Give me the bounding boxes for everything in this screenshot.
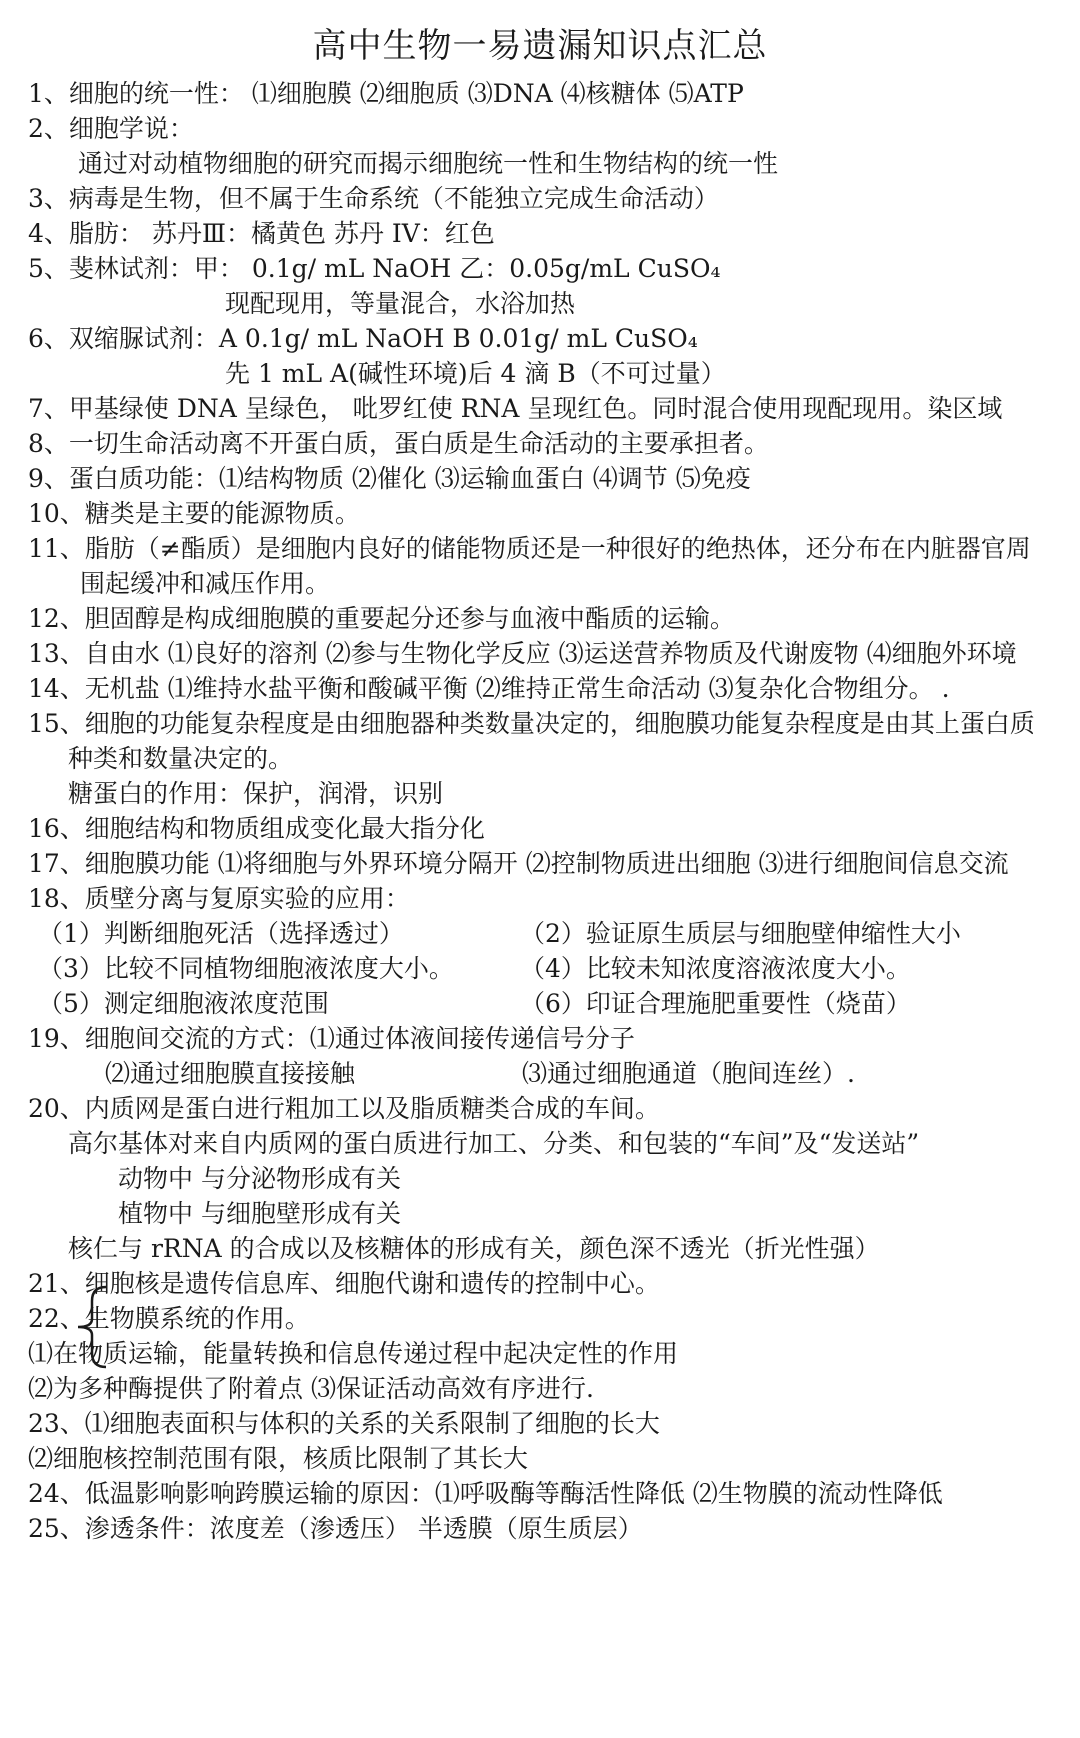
text-line: 核仁与 rRNA 的合成以及核糖体的形成有关，颜色深不透光（折光性强）	[68, 1234, 880, 1263]
text-line: 23、⑴细胞表面积与体积的关系的关系限制了细胞的长大	[28, 1409, 660, 1438]
text-line: 通过对动植物细胞的研究而揭示细胞统一性和生物结构的统一性	[78, 149, 779, 178]
text-line: 20、内质网是蛋白进行粗加工以及脂质糖类合成的车间。	[28, 1094, 660, 1123]
text-line: 25、渗透条件：浓度差（渗透压） 半透膜（原生质层）	[28, 1514, 643, 1543]
text-line: 13、自由水 ⑴良好的溶剂 ⑵参与生物化学反应 ⑶运送营养物质及代谢废物 ⑷细胞外环境	[28, 639, 1017, 668]
text-line: （3）比较不同植物细胞液浓度大小。	[38, 954, 454, 983]
text-line: ⑴在物质运输，能量转换和信息传递过程中起决定性的作用	[28, 1339, 679, 1368]
text-line: 12、胆固醇是构成细胞膜的重要起分还参与血液中酯质的运输。	[28, 604, 735, 633]
text-line: （2）验证原生质层与细胞壁伸缩性大小	[520, 919, 961, 948]
text-line: 3、病毒是生物，但不属于生命系统（不能独立完成生命活动）	[28, 184, 719, 213]
text-line: 围起缓冲和减压作用。	[80, 569, 331, 598]
text-line: 糖蛋白的作用：保护，润滑，识别	[68, 779, 444, 808]
text-line: ⑵为多种酶提供了附着点 ⑶保证活动高效有序进行.	[28, 1374, 594, 1403]
text-line: 19、细胞间交流的方式：⑴通过体液间接传递信号分子	[28, 1024, 635, 1053]
text-line: 4、脂肪： 苏丹Ⅲ：橘黄色 苏丹 IV：红色	[28, 219, 495, 248]
text-line: 动物中 与分泌物形成有关	[118, 1164, 401, 1193]
text-line: 22、生物膜系统的作用。	[28, 1304, 310, 1333]
text-line: 7、甲基绿使 DNA 呈绿色， 吡罗红使 RNA 呈现红色。同时混合使用现配现用。染区域	[28, 394, 1003, 423]
text-line: 2、细胞学说：	[28, 114, 194, 143]
text-line: 9、蛋白质功能：⑴结构物质 ⑵催化 ⑶运输血蛋白 ⑷调节 ⑸免疫	[28, 464, 751, 493]
text-line: 高尔基体对来自内质网的蛋白质进行加工、分类、和包装的“车间”及“发送站”	[68, 1129, 920, 1158]
text-line: 21、细胞核是遗传信息库、细胞代谢和遗传的控制中心。	[28, 1269, 660, 1298]
text-line: 10、糖类是主要的能源物质。	[28, 499, 360, 528]
text-line: ⑵细胞核控制范围有限，核质比限制了其长大	[28, 1444, 529, 1473]
text-line: （1）判断细胞死活（选择透过）	[38, 919, 404, 948]
text-line: （6）印证合理施肥重要性（烧苗）	[520, 989, 911, 1018]
text-line: 24、低温影响影响跨膜运输的原因：⑴呼吸酶等酶活性降低 ⑵生物膜的流动性降低	[28, 1479, 943, 1508]
text-line: （4）比较未知浓度溶液浓度大小。	[520, 954, 911, 983]
text-line: 8、一切生命活动离不开蛋白质，蛋白质是生命活动的主要承担者。	[28, 429, 769, 458]
text-line: 16、细胞结构和物质组成变化最大指分化	[28, 814, 485, 843]
text-line: ⑵通过细胞膜直接接触	[105, 1059, 356, 1088]
text-line: 先 1 mL A(碱性环境)后 4 滴 B（不可过量）	[225, 359, 726, 388]
text-line: 11、脂肪（≠酯质）是细胞内良好的储能物质还是一种很好的绝热体，还分布在内脏器官周	[28, 534, 1031, 563]
text-line: 17、细胞膜功能 ⑴将细胞与外界环境分隔开 ⑵控制物质进出细胞 ⑶进行细胞间信息交流	[28, 849, 1009, 878]
text-line: ⑶通过细胞通道（胞间连丝）.	[522, 1059, 855, 1088]
text-line: 18、质壁分离与复原实验的应用：	[28, 884, 410, 913]
text-line: 1、细胞的统一性： ⑴细胞膜 ⑵细胞质 ⑶DNA ⑷核糖体 ⑸ATP	[28, 79, 744, 108]
text-line: 种类和数量决定的。	[68, 744, 294, 773]
text-line: 6、双缩脲试剂：A 0.1g/ mL NaOH B 0.01g/ mL CuSO₄	[28, 324, 698, 353]
text-line: 14、无机盐 ⑴维持水盐平衡和酸碱平衡 ⑵维持正常生命活动 ⑶复杂化合物组分。 .	[28, 674, 950, 703]
text-line: （5）测定细胞液浓度范围	[38, 989, 329, 1018]
page-title: 高中生物一易遗漏知识点汇总	[312, 26, 768, 66]
text-line: 植物中 与细胞壁形成有关	[118, 1199, 401, 1228]
text-line: 5、斐林试剂：甲： 0.1g/ mL NaOH 乙：0.05g/mL CuSO₄	[28, 254, 721, 283]
text-line: 现配现用，等量混合，水浴加热	[225, 289, 576, 318]
text-line: 15、细胞的功能复杂程度是由细胞器种类数量决定的，细胞膜功能复杂程度是由其上蛋白质	[28, 709, 1035, 738]
